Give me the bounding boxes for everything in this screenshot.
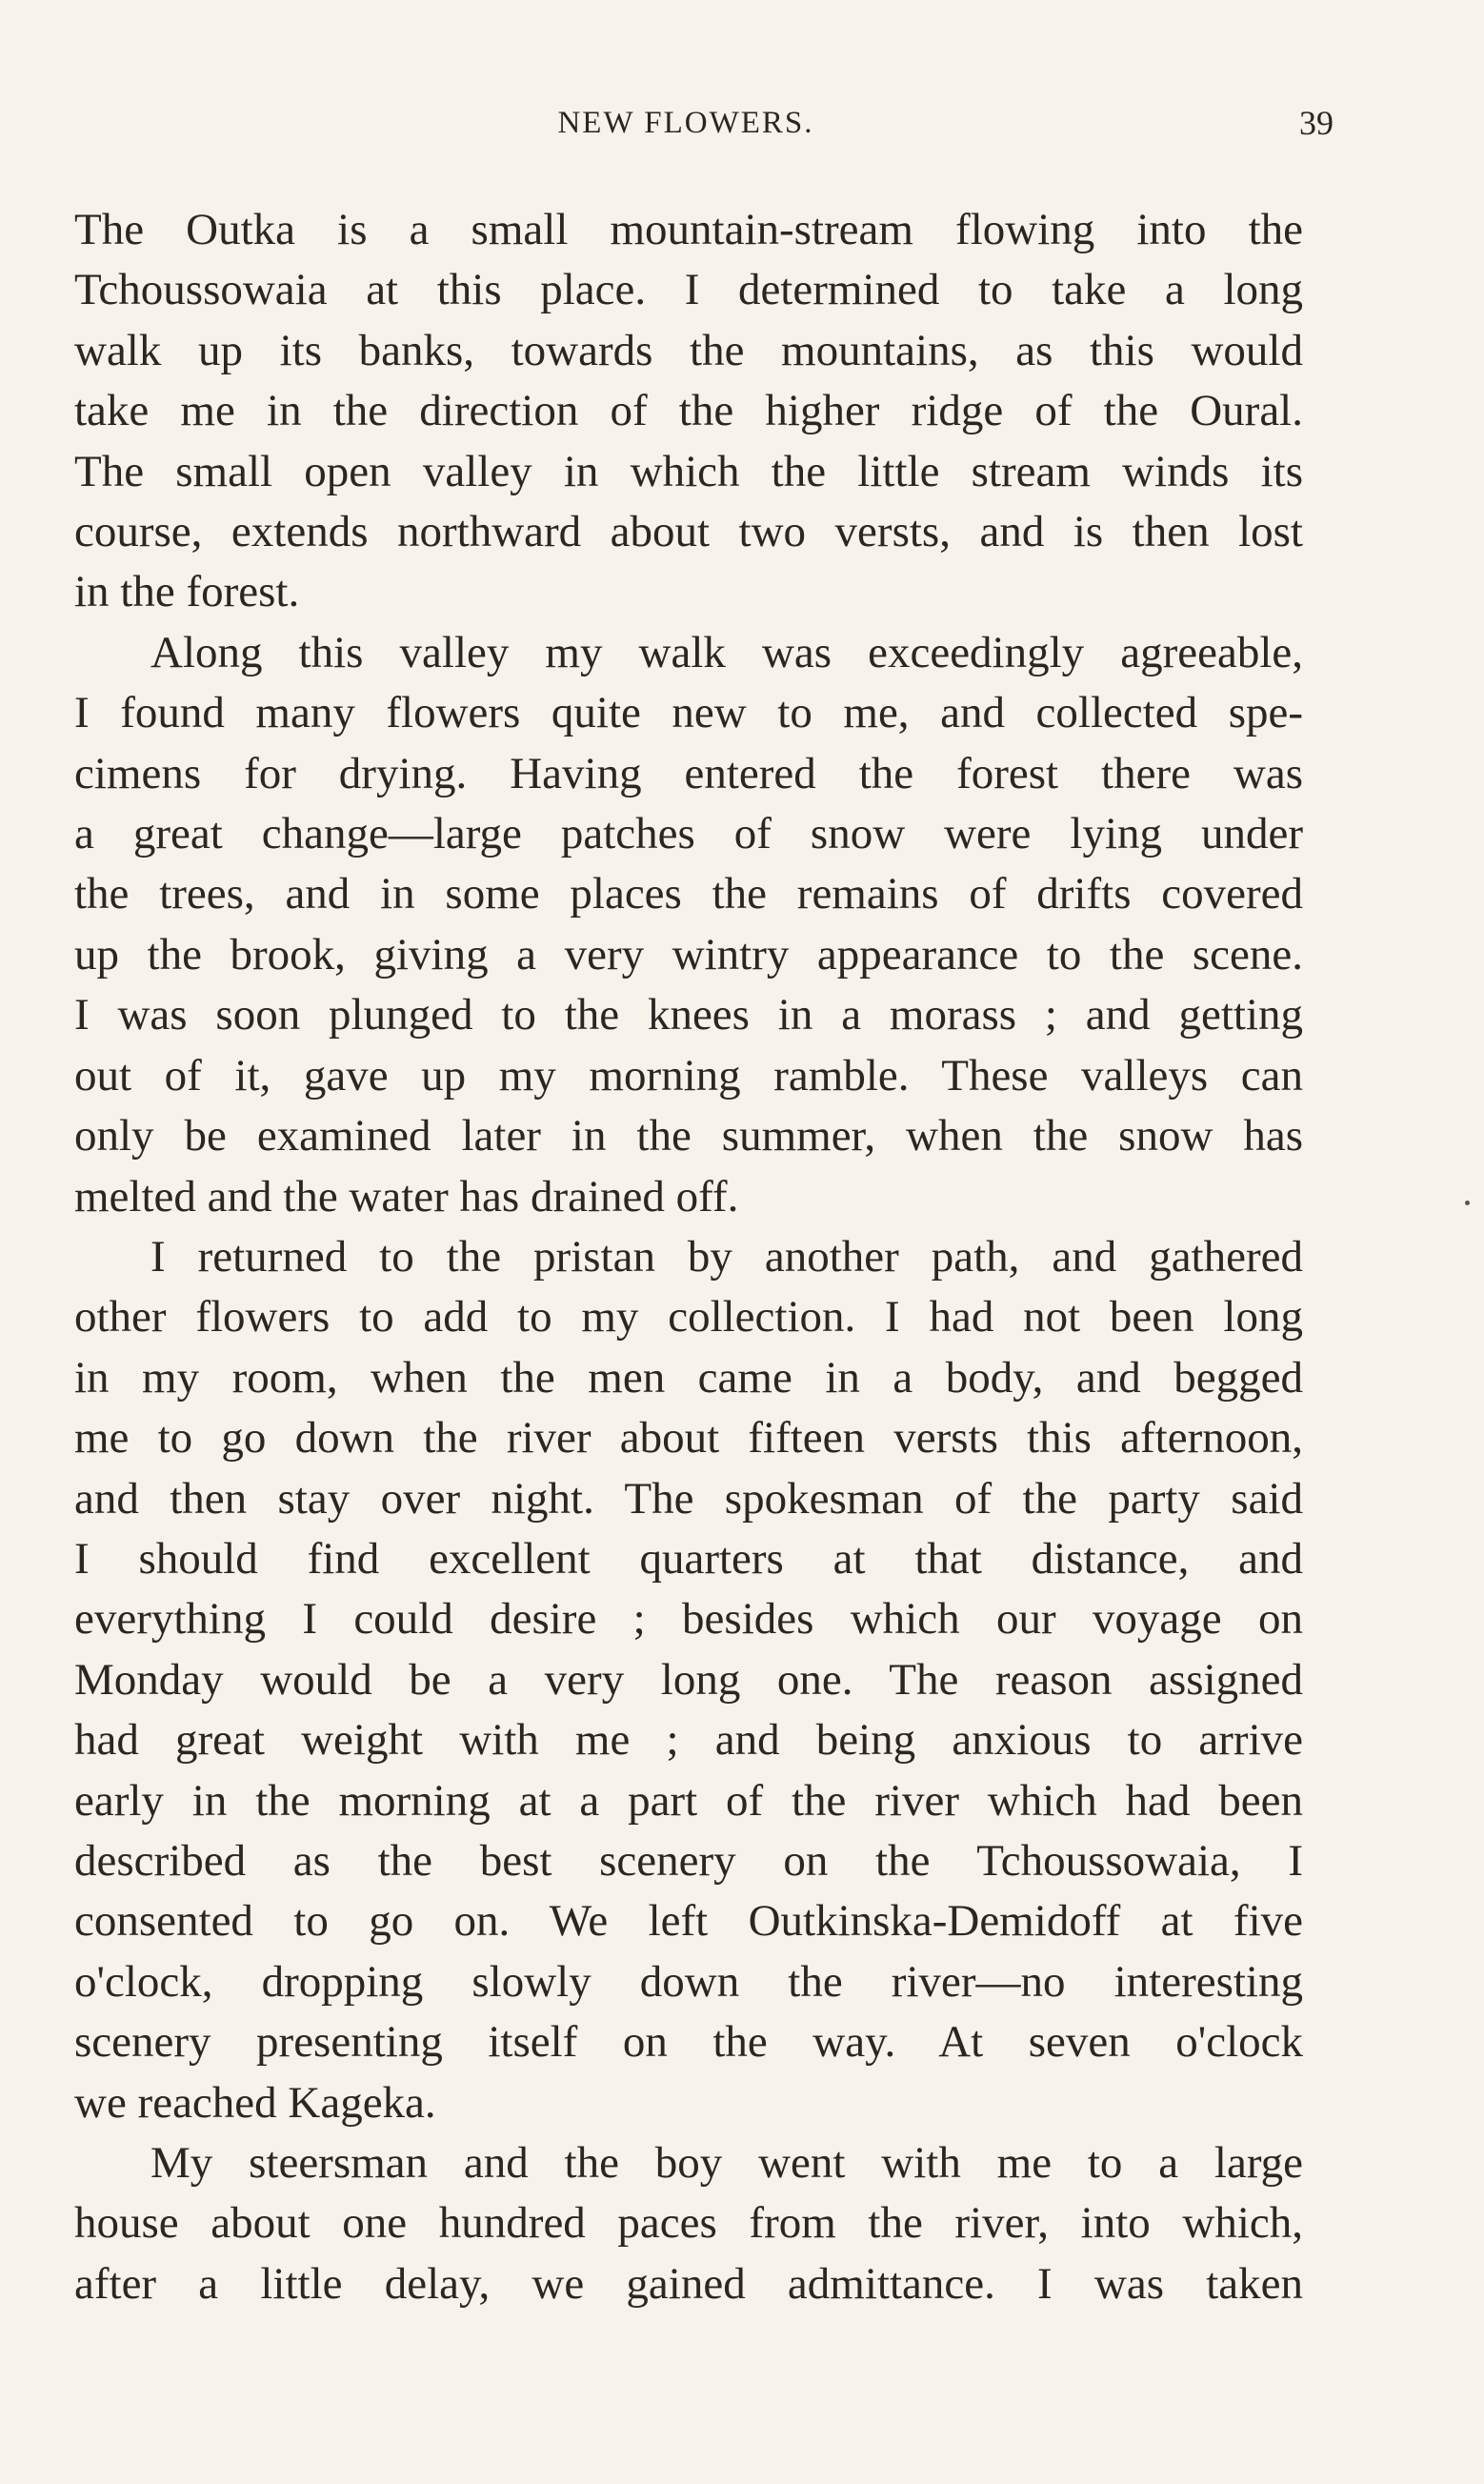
text-line: had great weight with me ; and being anxious to arrive <box>74 1715 1303 1766</box>
paragraph <box>74 2133 1303 2314</box>
text-line: course, extends northward about two versts, and is then lost <box>74 507 1303 557</box>
text-line: a great change—large patches of snow were lying under <box>74 809 1303 859</box>
text-line: Along this valley my walk was exceedingly agreeable, <box>150 627 1303 677</box>
running-title: NEW FLOWERS. <box>557 106 814 140</box>
body-text <box>74 200 1303 2314</box>
running-head <box>76 99 1334 147</box>
text-line: up the brook, giving a very wintry appearance to the scene. <box>74 929 1303 979</box>
text-line: I should find excellent quarters at that distance, and <box>74 1533 1303 1584</box>
text-line: after a little delay, we gained admittance. I was taken <box>74 2258 1303 2309</box>
text-line: and then stay over night. The spokesman of the party said <box>74 1473 1303 1524</box>
page-number: 39 <box>1299 104 1334 142</box>
text-line: the trees, and in some places the remains of drifts covered <box>74 869 1303 919</box>
text-line: described as the best scenery on the Tchoussowaia, I <box>74 1835 1303 1886</box>
text-line: in the forest. <box>74 567 300 617</box>
text-line: Tchoussowaia at this place. I determined to take a long <box>74 265 1303 315</box>
text-line: The Outka is a small mountain-stream flowing into the <box>74 205 1303 254</box>
text-line: The small open valley in which the little stream winds its <box>74 446 1303 496</box>
text-line: we reached Kageka. <box>74 2077 436 2128</box>
text-line: other flowers to add to my collection. I had not been long <box>74 1292 1303 1343</box>
text-line: only be examined later in the summer, when the snow has <box>74 1111 1303 1161</box>
text-line: in my room, when the men came in a body, and begged <box>74 1352 1303 1403</box>
text-line: cimens for drying. Having entered the forest there was <box>74 748 1303 798</box>
text-line: early in the morning at a part of the river which had been <box>74 1775 1303 1826</box>
text-line: out of it, gave up my morning ramble. These valleys can <box>74 1050 1303 1101</box>
text-line: I found many flowers quite new to me, and collected spe- <box>74 688 1303 738</box>
text-line: everything I could desire ; besides which our voyage on <box>74 1594 1303 1645</box>
text-line: Monday would be a very long one. The reason assigned <box>74 1654 1303 1705</box>
text-line: scenery presenting itself on the way. At seven o'clock <box>74 2017 1303 2068</box>
text-line: melted and the water has drained off. <box>74 1171 739 1222</box>
paragraph <box>74 1227 1303 2133</box>
text-line: I was soon plunged to the knees in a morass ; and getting <box>74 990 1303 1040</box>
text-line: I returned to the pristan by another path, and gathered <box>150 1231 1303 1282</box>
text-line: o'clock, dropping slowly down the river—no interesting <box>74 1956 1303 2007</box>
paragraph <box>74 200 1303 623</box>
text-line: consented to go on. We left Outkinska-Demidoff at five <box>74 1896 1303 1947</box>
text-line: My steersman and the boy went with me to a large <box>150 2138 1303 2188</box>
text-line: take me in the direction of the higher ridge of the Oural. <box>74 386 1303 436</box>
text-line: me to go down the river about fifteen versts this afternoon, <box>74 1413 1303 1464</box>
text-line: walk up its banks, towards the mountains, as this would <box>74 325 1303 375</box>
margin-mark <box>1465 1201 1470 1205</box>
text-line: house about one hundred paces from the river, into which, <box>74 2198 1303 2249</box>
paragraph <box>74 623 1303 1227</box>
